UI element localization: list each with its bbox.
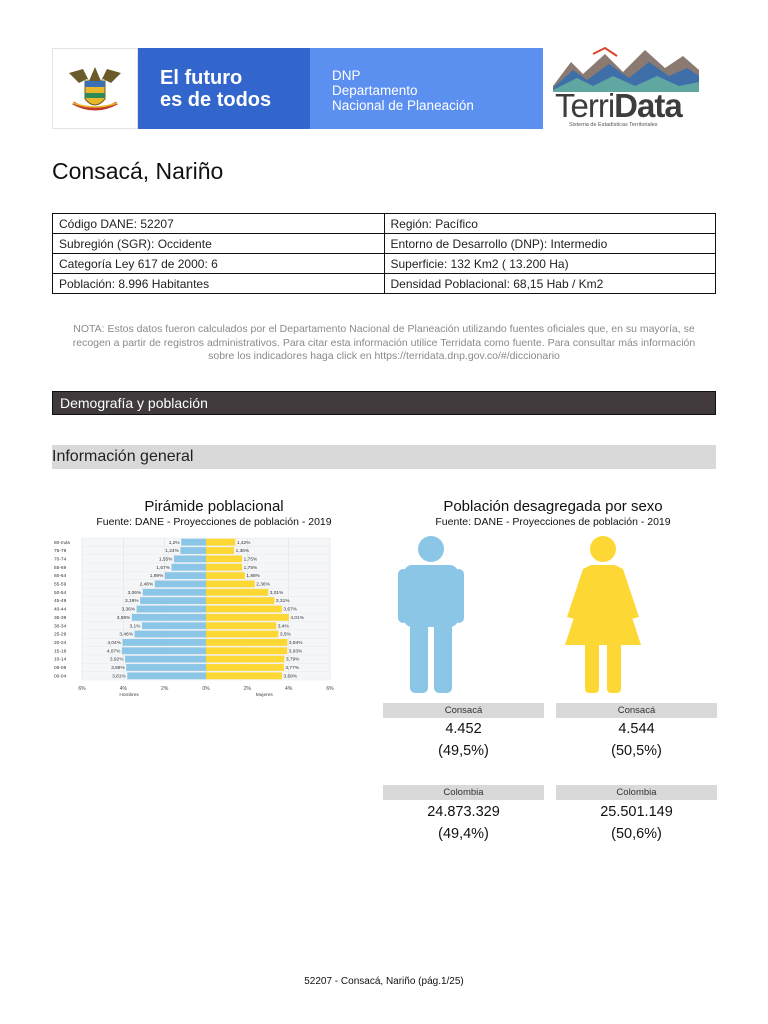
terridata-wordmark: TerriData bbox=[555, 87, 682, 124]
pyramid-category-label: 60-64 bbox=[54, 574, 67, 580]
pyramid-data-label: 4,04% bbox=[107, 641, 122, 647]
pyramid-bar-mujeres bbox=[206, 581, 255, 588]
coat-of-arms-icon bbox=[52, 48, 138, 129]
pyramid-category-label: 25-29 bbox=[54, 632, 67, 638]
pyramid-data-label: 3,31% bbox=[275, 599, 290, 605]
pyramid-bar-mujeres bbox=[206, 555, 242, 562]
x-tick-label: 6% bbox=[326, 686, 334, 692]
female-local-percent: (50,5%) bbox=[611, 743, 662, 759]
male-national-percent: (49,4%) bbox=[438, 826, 489, 842]
dnp-line-1: Departamento bbox=[332, 83, 418, 98]
population-pyramid-chart bbox=[52, 536, 336, 702]
pyramid-data-label: 3,77% bbox=[285, 666, 300, 672]
table-cell: Población: 8.996 Habitantes bbox=[53, 274, 385, 294]
terridata-subtitle: Sistema de Estadísticas Territoriales bbox=[569, 122, 658, 128]
pyramid-bar-hombres bbox=[181, 539, 206, 546]
pyramid-data-label: 3,06% bbox=[127, 590, 142, 596]
female-national-value: 25.501.149 bbox=[600, 804, 673, 820]
pyramid-category-label: 30-34 bbox=[54, 624, 67, 630]
table-row bbox=[53, 274, 716, 294]
table-cell: Entorno de Desarrollo (DNP): Intermedio bbox=[384, 234, 716, 254]
female-national-percent: (50,6%) bbox=[611, 826, 662, 842]
pyramid-bar-mujeres bbox=[206, 639, 287, 646]
pyramid-data-label: 3,4% bbox=[277, 624, 289, 630]
male-local-label: Consacá bbox=[383, 703, 544, 718]
male-national-value: 24.873.329 bbox=[427, 804, 500, 820]
pyramid-bar-hombres bbox=[174, 555, 206, 562]
pyramid-bar-mujeres bbox=[206, 631, 278, 638]
pyramid-data-label: 1,55% bbox=[158, 557, 173, 563]
pyramid-bar-mujeres bbox=[206, 547, 234, 554]
male-local-value: 4.452 bbox=[445, 721, 482, 737]
pyramid-bar-mujeres bbox=[206, 672, 282, 679]
pyramid-bar-mujeres bbox=[206, 564, 242, 571]
pyramid-data-label: 3,59% bbox=[116, 615, 131, 621]
mountains-icon bbox=[553, 46, 699, 92]
pyramid-bar-hombres bbox=[155, 581, 206, 588]
pyramid-bar-mujeres bbox=[206, 589, 268, 596]
table-cell: Superficie: 132 Km2 ( 13.200 Ha) bbox=[384, 254, 716, 274]
dnp-abbr: DNP bbox=[332, 68, 361, 83]
pyramid-category-label: 70-74 bbox=[54, 557, 67, 563]
female-local-label: Consacá bbox=[556, 703, 717, 718]
futuro-line-1: El futuro bbox=[160, 66, 243, 89]
female-figure-icon bbox=[561, 535, 645, 693]
x-tick-label: 6% bbox=[78, 686, 86, 692]
pyramid-data-label: 3,94% bbox=[288, 641, 303, 647]
x-tick-label: 0% bbox=[202, 686, 210, 692]
pyramid-bar-hombres bbox=[137, 606, 206, 613]
table-cell: Densidad Poblacional: 68,15 Hab / Km2 bbox=[384, 274, 716, 294]
x-tick-label: 4% bbox=[119, 686, 127, 692]
x-axis-label-hombres: Hombres bbox=[119, 693, 139, 698]
table-row bbox=[53, 214, 716, 234]
table-row bbox=[53, 254, 716, 274]
pyramid-bar-hombres bbox=[165, 572, 206, 579]
pyramid-data-label: 1,42% bbox=[236, 540, 251, 546]
pyramid-data-label: 3,93% bbox=[288, 649, 303, 655]
pyramid-bar-hombres bbox=[180, 547, 206, 554]
x-tick-label: 2% bbox=[243, 686, 251, 692]
pyramid-data-label: 1,75% bbox=[243, 557, 258, 563]
female-local-value: 4.544 bbox=[618, 721, 655, 737]
pyramid-data-label: 3,5% bbox=[279, 632, 291, 638]
pyramid-category-label: 20-24 bbox=[54, 641, 67, 647]
pyramid-data-label: 3,19% bbox=[124, 599, 139, 605]
pyramid-bar-mujeres bbox=[206, 647, 287, 654]
pyramid-bar-hombres bbox=[132, 614, 206, 621]
table-cell: Subregión (SGR): Occidente bbox=[53, 234, 385, 254]
pyramid-bar-hombres bbox=[127, 672, 206, 679]
table-cell: Código DANE: 52207 bbox=[53, 214, 385, 234]
male-national-label: Colombia bbox=[383, 785, 544, 800]
pyramid-data-label: 2,48% bbox=[139, 582, 154, 588]
pyramid-data-label: 3,67% bbox=[283, 607, 297, 613]
pyramid-category-label: 35-39 bbox=[54, 615, 67, 621]
pyramid-data-label: 1,24% bbox=[165, 549, 179, 555]
sex-chart-title: Población desagregada por sexo bbox=[443, 498, 663, 515]
x-axis-label-mujeres: Mujeres bbox=[255, 693, 273, 698]
futuro-block bbox=[138, 48, 310, 129]
pyramid-data-label: 3,79% bbox=[285, 657, 300, 663]
pyramid-bar-mujeres bbox=[206, 597, 274, 604]
pyramid-data-label: 1,2% bbox=[168, 540, 180, 546]
pyramid-category-label: 65-69 bbox=[54, 565, 67, 571]
section-header: Demografía y población bbox=[52, 391, 716, 415]
page-title: Consacá, Nariño bbox=[52, 158, 224, 184]
pyramid-category-label: 75-79 bbox=[54, 549, 67, 555]
pyramid-source: Fuente: DANE - Proyecciones de población - 2019 bbox=[96, 516, 332, 528]
pyramid-data-label: 1,67% bbox=[156, 565, 170, 571]
source-note: NOTA: Estos datos fueron calculados por el Departamento Nacional de Planeación utilizando fuentes oficiales que, en su mayoría, se recogen a partir de registros administrativos. Para citar esta información utilice Terridata como fuente. Para consultar más información sobre los indicadores haga click en https://terridata.dnp.gov.co/#/diccionario bbox=[72, 323, 696, 362]
pyramid-data-label: 3,81% bbox=[112, 674, 126, 680]
male-local-percent: (49,5%) bbox=[438, 743, 489, 759]
pyramid-bar-mujeres bbox=[206, 656, 284, 663]
pyramid-data-label: 1,36% bbox=[235, 549, 250, 555]
pyramid-bar-hombres bbox=[142, 622, 206, 629]
pyramid-bar-hombres bbox=[125, 656, 206, 663]
page-footer: 52207 - Consacá, Nariño (pág.1/25) bbox=[304, 976, 464, 987]
table-row bbox=[53, 234, 716, 254]
male-figure-icon bbox=[396, 535, 466, 693]
pyramid-category-label: 15-19 bbox=[54, 649, 67, 655]
pyramid-bar-hombres bbox=[143, 589, 206, 596]
pyramid-bar-hombres bbox=[123, 639, 206, 646]
table-cell: Categoría Ley 617 de 2000: 6 bbox=[53, 254, 385, 274]
pyramid-data-label: 3,36% bbox=[121, 607, 136, 613]
pyramid-bar-mujeres bbox=[206, 664, 284, 671]
pyramid-category-label: 00-04 bbox=[54, 674, 67, 680]
pyramid-data-label: 1,99% bbox=[149, 574, 164, 580]
x-tick-label: 2% bbox=[161, 686, 169, 692]
futuro-line-2: es de todos bbox=[160, 88, 272, 111]
pyramid-category-label: 05-09 bbox=[54, 666, 67, 672]
pyramid-bar-hombres bbox=[134, 631, 206, 638]
pyramid-category-label: 40-44 bbox=[54, 607, 67, 613]
pyramid-data-label: 3,86% bbox=[111, 666, 125, 672]
pyramid-bar-hombres bbox=[126, 664, 206, 671]
pyramid-data-label: 2,36% bbox=[256, 582, 270, 588]
pyramid-data-label: 3,68% bbox=[283, 674, 298, 680]
pyramid-data-label: 3,46% bbox=[119, 632, 133, 638]
pyramid-data-label: 1,75% bbox=[243, 565, 258, 571]
dnp-line-2: Nacional de Planeación bbox=[332, 98, 474, 113]
pyramid-title: Pirámide poblacional bbox=[144, 498, 284, 515]
pyramid-data-label: 3,92% bbox=[109, 657, 124, 663]
municipality-info-table bbox=[52, 213, 716, 294]
pyramid-bar-hombres bbox=[122, 647, 206, 654]
dnp-block bbox=[310, 48, 543, 129]
subsection-header: Información general bbox=[52, 445, 716, 469]
sex-chart-source: Fuente: DANE - Proyecciones de población - 2019 bbox=[435, 516, 671, 528]
pyramid-data-label: 1,88% bbox=[246, 574, 260, 580]
pyramid-bar-hombres bbox=[171, 564, 206, 571]
female-national-label: Colombia bbox=[556, 785, 717, 800]
pyramid-bar-mujeres bbox=[206, 572, 245, 579]
pyramid-category-label: 55-59 bbox=[54, 582, 67, 588]
header-banner bbox=[52, 48, 543, 129]
pyramid-bar-hombres bbox=[140, 597, 206, 604]
pyramid-data-label: 4,07% bbox=[106, 649, 121, 655]
pyramid-data-label: 3,1% bbox=[129, 624, 141, 630]
x-tick-label: 4% bbox=[285, 686, 293, 692]
pyramid-category-label: 45-49 bbox=[54, 599, 67, 605]
pyramid-category-label: 80-más bbox=[54, 540, 70, 546]
table-cell: Región: Pacífico bbox=[384, 214, 716, 234]
pyramid-bar-mujeres bbox=[206, 622, 276, 629]
pyramid-bar-mujeres bbox=[206, 539, 235, 546]
pyramid-category-label: 50-54 bbox=[54, 590, 67, 596]
terridata-logo bbox=[553, 46, 699, 134]
pyramid-bar-mujeres bbox=[206, 614, 289, 621]
pyramid-data-label: 4,01% bbox=[290, 615, 304, 621]
pyramid-category-label: 10-14 bbox=[54, 657, 67, 663]
pyramid-data-label: 3,01% bbox=[269, 590, 284, 596]
pyramid-bar-mujeres bbox=[206, 606, 282, 613]
